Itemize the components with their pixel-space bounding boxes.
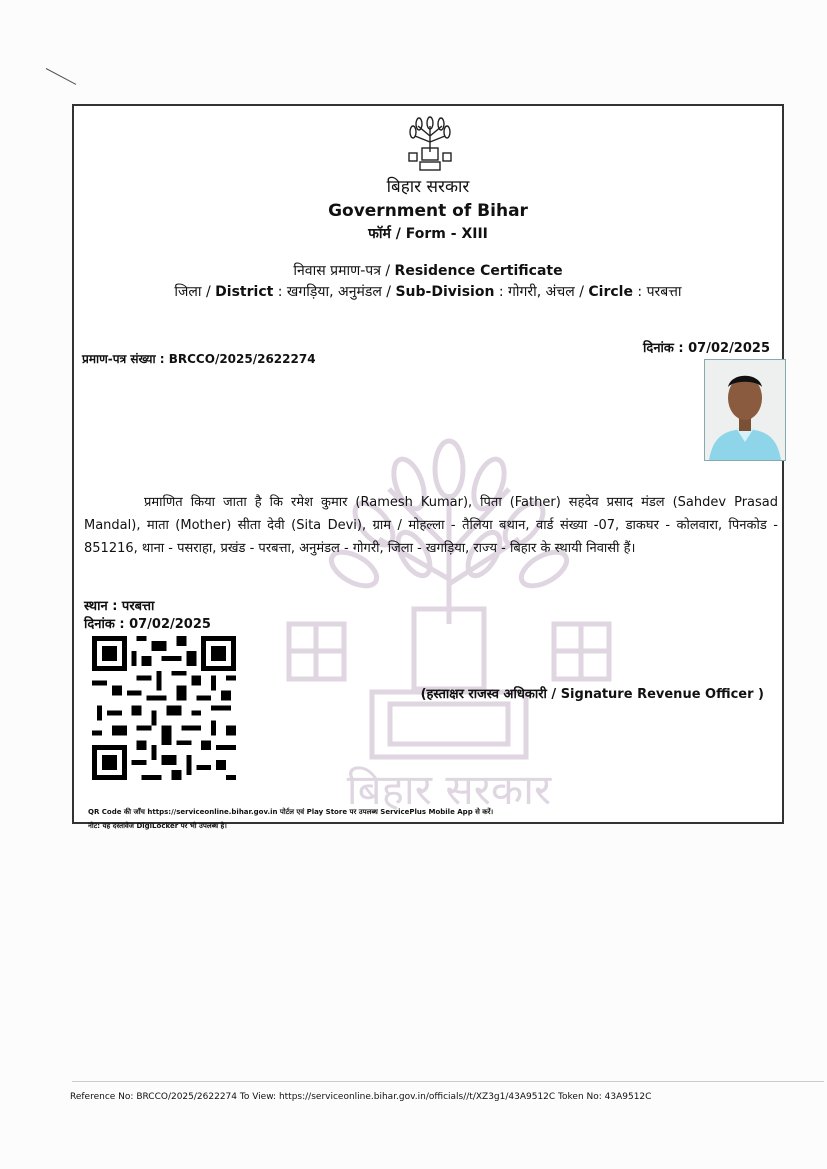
- reference-number: Reference No: BRCCO/2025/2622274 To View: https://serviceonline.bihar.gov.in/officials//t/XZ3g1/43A9512C Token No: 43A9512C: [70, 1092, 652, 1102]
- watermark-text: बिहार सरकार: [346, 765, 552, 814]
- government-english: Government of Bihar: [328, 201, 528, 221]
- digilocker-note: नोट: यह दस्तावेज DigiLocker पर भी उपलब्ध है।: [88, 822, 227, 830]
- government-hindi: बिहार सरकार: [386, 177, 470, 197]
- bodhi-tree-emblem-icon: [401, 114, 459, 172]
- district-label: District: [215, 284, 274, 300]
- qr-verification-note: QR Code की जाँच https://serviceonline.bihar.gov.in पोर्टल एवं Play Store पर उपलब्ध ServicePlus Mobile App से करें।: [88, 808, 494, 816]
- district-label-hindi: जिला /: [174, 284, 216, 300]
- scan-mark: [46, 68, 76, 85]
- district-value: : खगड़िया, अनुमंडल /: [273, 284, 396, 300]
- qr-code-icon: [92, 636, 236, 780]
- applicant-photo: [704, 359, 786, 461]
- watermark-emblem-icon: [284, 374, 614, 814]
- certification-statement: प्रमाणित किया जाता है कि रमेश कुमार (Ramesh Kumar), पिता (Father) सहदेव प्रसाद मंडल (Sahdev Prasad Mandal), माता (Mother) सीता देवी (Sita Devi), ग्राम / मोहल्ला - तैलिया बथान, वार्ड संख्या -07, डाकघर - कोलवारा, पिनकोड - 851216, थाना - पसराहा, प्रखंड - परबत्ता, अनुमंडल - गोगरी, जिला - खगड़िया, राज्य - बिहार के स्थायी निवासी हैं।: [84, 495, 778, 556]
- signature-revenue-officer: (हस्ताक्षर राजस्व अधिकारी / Signature Revenue Officer ): [420, 687, 764, 702]
- circle-value: : परबत्ता: [632, 284, 682, 300]
- issue-date: दिनांक : 07/02/2025: [84, 617, 211, 632]
- certificate-date: दिनांक : 07/02/2025: [643, 341, 770, 356]
- footer-divider: [72, 1081, 824, 1082]
- certificate-title: [74, 261, 782, 280]
- form-number: फॉर्म / Form - XIII: [368, 226, 488, 242]
- certificate-number: प्रमाण-पत्र संख्या : BRCCO/2025/2622274: [82, 352, 316, 366]
- place: स्थान : परबत्ता: [84, 599, 155, 614]
- administrative-area: [74, 282, 782, 301]
- certificate-title-hindi: निवास प्रमाण-पत्र /: [293, 263, 395, 279]
- subdivision-value: : गोगरी, अंचल /: [494, 284, 589, 300]
- residence-certificate: [72, 104, 784, 830]
- certificate-title-english: Residence Certificate: [394, 263, 563, 279]
- subdivision-label: Sub-Division: [395, 284, 495, 300]
- circle-label: Circle: [588, 284, 633, 300]
